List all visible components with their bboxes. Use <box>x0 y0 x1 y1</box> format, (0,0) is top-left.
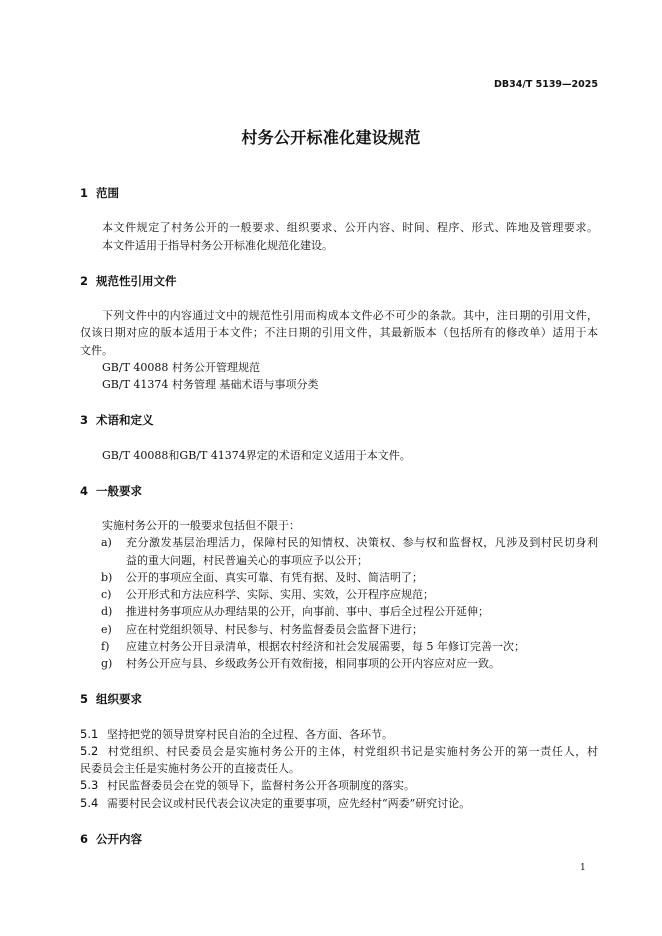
clause-line <box>80 743 598 760</box>
list-item-label: e) <box>101 622 112 636</box>
list-item-text: 应建立村务公开目录清单，根据农村经济和社会发展需要，每 5 年修订完善一次； <box>126 639 525 653</box>
list-item-text: 益的重大问题，村民普遍关心的事项应予以公开； <box>126 553 368 567</box>
clause-number: 5.1 <box>80 726 99 741</box>
section-number: 1 <box>80 186 89 200</box>
list-item-label: c) <box>101 588 112 601</box>
list-item-text: 公开的事项应全面、真实可靠、有凭有据、及时、简洁明了； <box>126 570 423 584</box>
list-item <box>80 655 598 672</box>
list-item-text: 公开形式和方法应科学、实际、实用、实效，公开程序应规范； <box>126 588 434 601</box>
clause-text: 村民监督委员会在党的领导下，监督村务公开各项制度的落实。 <box>107 779 415 793</box>
section-heading <box>80 831 598 848</box>
clause-line <box>80 795 598 812</box>
section-heading <box>80 691 598 708</box>
section-terms-definitions <box>80 412 598 464</box>
reference-title: 村务公开管理规范 <box>172 360 260 374</box>
section-heading <box>80 185 598 202</box>
list-item <box>80 603 598 620</box>
section-disclosure-content <box>80 831 598 848</box>
document-code: DB34/T 5139—2025 <box>494 79 598 90</box>
requirement-list <box>80 534 598 672</box>
clause-number: 5.4 <box>80 795 99 810</box>
section-title: 组织要求 <box>96 692 142 707</box>
clause-line <box>80 726 598 743</box>
list-item-text: 村务公开应与县、乡级政务公开有效衔接，相同事项的公开内容应对应一致。 <box>126 657 500 670</box>
paragraph: GB/T 40088和GB/T 41374界定的术语和定义适用于本文件。 <box>102 448 411 462</box>
section-number: 4 <box>80 483 89 498</box>
reference-code: GB/T 41374 <box>102 378 169 391</box>
page-number: 1 <box>580 863 586 873</box>
document-title: 村务公开标准化建设规范 <box>241 128 421 147</box>
section-heading <box>80 273 598 290</box>
reference-title: 村务管理 基础术语与事项分类 <box>172 378 319 391</box>
section-title: 术语和定义 <box>96 413 154 428</box>
list-item-text: 充分激发基层治理活力，保障村民的知情权、决策权、参与权和监督权，凡涉及到村民切身利 <box>126 536 598 550</box>
paragraph-line: 仅该日期对应的版本适用于本文件；不注日期的引用文件，其最新版本（包括所有的修改单）适用于本 <box>80 326 598 340</box>
section-scope <box>80 185 598 254</box>
clause <box>80 795 598 812</box>
section-title: 规范性引用文件 <box>96 273 177 288</box>
clause-text: 民委员会主任是实施村务公开的直接责任人。 <box>80 762 300 775</box>
clause <box>80 777 598 794</box>
section-general-requirements <box>80 483 598 673</box>
clause <box>80 726 598 743</box>
clause-number: 5.3 <box>80 778 99 793</box>
list-item-label: b) <box>101 570 113 584</box>
clause <box>80 743 598 778</box>
clause-text: 需要村民会议或村民代表会议决定的重要事项，应先经村“两委”研究讨论。 <box>107 796 471 810</box>
reference-item <box>80 359 598 376</box>
section-title: 范围 <box>96 186 119 200</box>
list-item <box>80 534 598 569</box>
reference-item <box>80 376 598 393</box>
list-item <box>80 586 598 603</box>
paragraph: 本文件适用于指导村务公开标准化规范化建设。 <box>102 238 333 252</box>
list-item-label: a) <box>101 536 112 550</box>
section-number: 6 <box>80 831 89 846</box>
list-intro: 实施村务公开的一般要求包括但不限于： <box>102 519 300 532</box>
section-heading <box>80 483 598 500</box>
list-item <box>80 569 598 586</box>
paragraph-line: 文件。 <box>80 343 113 357</box>
reference-code: GB/T 40088 <box>102 360 169 374</box>
list-item <box>80 638 598 655</box>
list-item <box>80 621 598 638</box>
section-number: 5 <box>80 692 89 707</box>
paragraph: 本文件规定了村务公开的一般要求、组织要求、公开内容、时间、程序、形式、阵地及管理要求。 <box>102 221 598 235</box>
section-title: 一般要求 <box>96 483 142 498</box>
clause-text: 坚持把党的领导贯穿村民自治的全过程、各方面、各环节。 <box>107 727 393 741</box>
section-heading <box>80 412 598 429</box>
section-organizational-requirements <box>80 691 598 812</box>
section-title: 公开内容 <box>96 831 142 846</box>
clause-number: 5.2 <box>80 743 99 758</box>
section-number: 2 <box>80 273 89 288</box>
list-item-text: 应在村党组织领导、村民参与、村务监督委员会监督下进行； <box>126 622 423 636</box>
paragraph <box>80 307 598 359</box>
paragraph-line: 下列文件中的内容通过文中的规范性引用而构成本文件必不可少的条款。其中，注日期的引用文件， <box>102 309 598 322</box>
list-item-label: d) <box>101 605 113 619</box>
clause-text: 村党组织、村民委员会是实施村务公开的主体，村党组织书记是实施村务公开的第一责任人，村 <box>107 744 598 758</box>
section-normative-references <box>80 273 598 394</box>
clause-line <box>80 777 598 794</box>
list-item-text: 推进村务事项应从办理结果的公开，向事前、事中、事后全过程公开延伸； <box>126 605 489 619</box>
document-body <box>80 185 598 865</box>
section-number: 3 <box>80 413 89 428</box>
list-item-label: g) <box>101 657 113 670</box>
list-item-label: f) <box>101 639 110 653</box>
